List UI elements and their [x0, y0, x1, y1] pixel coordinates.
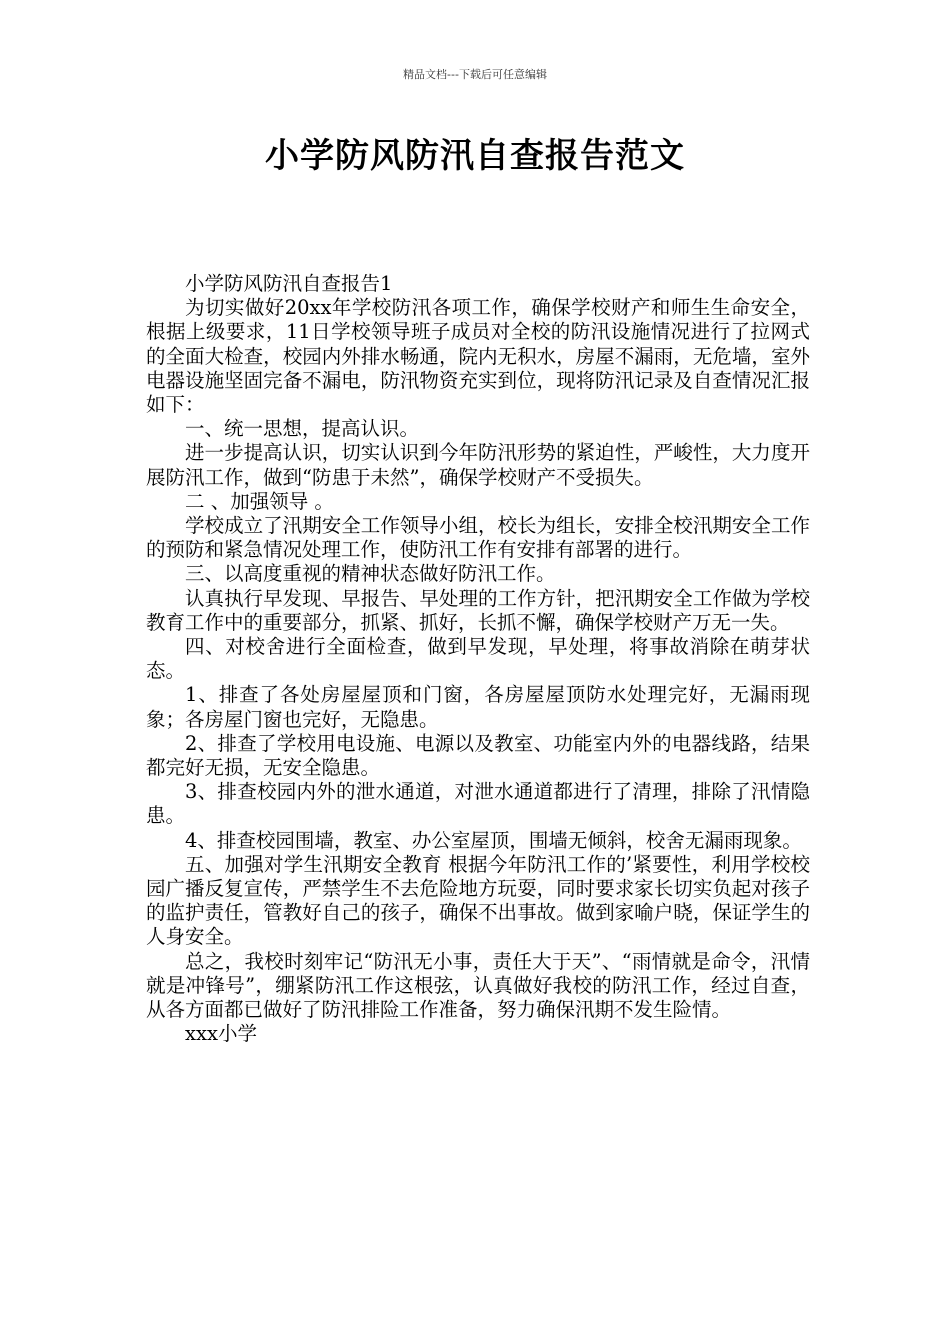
document-body — [146, 272, 810, 1047]
section-heading-1: 一、统一思想，提高认识。 — [185, 417, 420, 441]
list-item: 1、排查了各处房屋屋顶和门窗，各房屋屋顶防水处理完好，无漏雨现象；各房屋门窗也完好，无隐患。 — [146, 683, 810, 731]
section-heading-3: 三、以高度重视的精神状态做好防汛工作。 — [185, 562, 556, 586]
conclusion-paragraph: 总之，我校时刻牢记“防汛无小事，责任大于天”、“雨情就是命令，汛情就是冲锋号”，绷紧防汛工作这根弦，认真做好我校的防汛工作，经过自查，从各方面都已做好了防汛排险工作准备，努力确保汛期不发生险情。 — [146, 949, 810, 1022]
body-paragraph: 学校成立了汛期安全工作领导小组，校长为组长，安排全校汛期安全工作的预防和紧急情况处理工作，使防汛工作有安排有部署的进行。 — [146, 514, 810, 562]
section-heading-4: 四、对校舍进行全面检查，做到早发现，早处理，将事故消除在萌芽状态。 — [146, 635, 810, 683]
page-header: 精品文档---下载后可任意编辑 — [403, 68, 547, 81]
section-heading-2: 二 、加强领导 。 — [185, 489, 334, 513]
list-item: 2、排查了学校用电设施、电源以及教室、功能室内外的电器线路，结果都完好无损，无安全隐患。 — [146, 731, 810, 780]
document-title: 小学防风防汛自查报告范文 — [265, 136, 685, 176]
intro-paragraph: 为切实做好20xx年学校防汛各项工作，确保学校财产和师生生命安全，根据上级要求，11日学校领导班子成员对全校的防汛设施情况进行了拉网式的全面大检查，校园内外排水畅通，院内无积水，房屋不漏雨，无危墙，室外电器设施坚固完备不漏电，防汛物资充实到位，现将防汛记录及自查情况汇报如下： — [146, 296, 810, 417]
section-heading-5: 五、加强对学生汛期安全教育 根据今年防汛工作的’紧要性，利用学校校园广播反复宣传，严禁学生不去危险地方玩耍，同时要求家长切实负起对孩子的监护责任，管教好自己的孩子，确保不出事故。做到家喻户晓，保证学生的人身安全。 — [146, 852, 810, 949]
body-paragraph: 进一步提高认识，切实认识到今年防汛形势的紧迫性，严峻性，大力度开展防汛工作，做到“防患于未然”，确保学校财产不受损失。 — [146, 441, 810, 489]
report-subtitle: 小学防风防汛自查报告1 — [185, 272, 393, 295]
list-item: 3、排查校园内外的泄水通道，对泄水通道都进行了清理，排除了汛情隐患。 — [146, 780, 810, 828]
signature: xxx小学 — [185, 1022, 257, 1046]
list-item: 4、排查校园围墙，教室、办公室屋顶，围墙无倾斜，校舍无漏雨现象。 — [185, 828, 802, 852]
body-paragraph: 认真执行早发现、早报告、早处理的工作方针，把汛期安全工作做为学校教育工作中的重要部分，抓紧、抓好，长抓不懈，确保学校财产万无一失。 — [146, 586, 810, 634]
